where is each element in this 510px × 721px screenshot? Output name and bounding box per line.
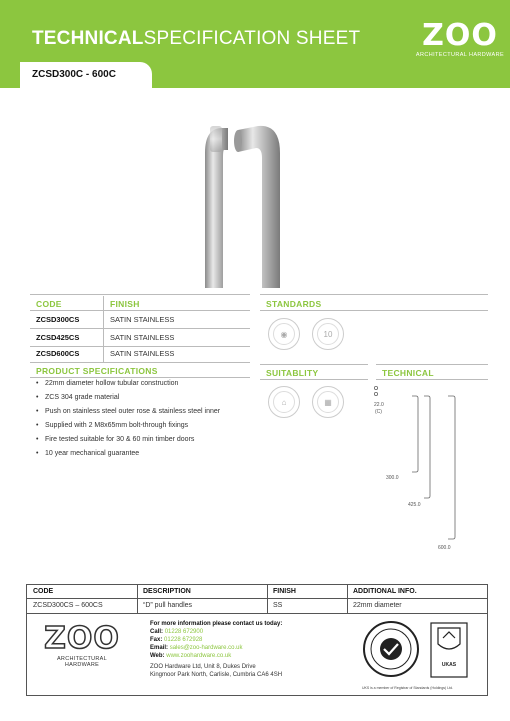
- logo-subtitle: ARCHITECTURAL HARDWARE: [415, 52, 505, 58]
- contact-block: [150, 620, 360, 679]
- list-item: • 10 year mechanical guarantee: [36, 450, 266, 464]
- table-rule: [27, 598, 487, 599]
- dim-425: 425.0: [408, 502, 421, 508]
- section-rule: [260, 294, 488, 295]
- section-rule: [260, 310, 488, 311]
- summary-code-header: CODE: [33, 588, 54, 595]
- list-item: • Supplied with 2 M8x65mm bolt-through fixings: [36, 422, 266, 436]
- guarantee-badge-icon: [312, 318, 344, 350]
- page-title: [32, 28, 360, 50]
- email-link[interactable]: sales@zoo-hardware.co.uk: [169, 645, 243, 651]
- certification-footnote: UKS is a member of Registrar of Standards (Holdings) Ltd.: [362, 686, 454, 690]
- table-rule-top: [30, 294, 250, 295]
- contact-call: [150, 628, 360, 636]
- table-divider: [103, 296, 104, 310]
- table-row: [36, 312, 246, 328]
- fax-label: Fax:: [150, 637, 163, 643]
- section-rule: [260, 379, 368, 380]
- spec-list: [36, 380, 266, 464]
- suitability-heading: SUITABLITY: [266, 368, 319, 378]
- address-line-1: ZOO Hardware Ltd, Unit 8, Dukes Drive: [150, 664, 256, 670]
- table-divider: [347, 585, 348, 613]
- code-column-header: CODE: [36, 299, 62, 309]
- contact-email: [150, 644, 360, 652]
- fax-number[interactable]: 01228 672928: [164, 637, 203, 643]
- table-divider: [103, 310, 104, 362]
- section-rule: [260, 364, 368, 365]
- commercial-badge-icon: ▦: [312, 386, 344, 418]
- ukas-certification-icon: [430, 622, 468, 678]
- table-divider: [267, 585, 268, 613]
- table-rule: [30, 310, 250, 311]
- standards-heading: STANDARDS: [266, 299, 322, 309]
- footer-logo: [40, 622, 124, 668]
- row-finish: SATIN STAINLESS: [110, 315, 175, 324]
- summary-finish-header: FINISH: [273, 588, 296, 595]
- summary-additional-value: 22mm diameter: [353, 602, 402, 609]
- row-finish: SATIN STAINLESS: [110, 333, 175, 342]
- fire-rated-badge-icon: ◉: [268, 318, 300, 350]
- row-finish: SATIN STAINLESS: [110, 349, 175, 358]
- footer-logo-subtitle: ARCHITECTURAL HARDWARE: [56, 656, 108, 668]
- product-image: [0, 88, 510, 293]
- product-specifications-heading: PRODUCT SPECIFICATIONS: [36, 366, 158, 376]
- list-item: • Push on stainless steel outer rose & stainless steel inner: [36, 408, 266, 422]
- dim-diameter: 22.0: [374, 402, 384, 408]
- email-label: Email:: [150, 645, 169, 651]
- list-item: • 22mm diameter hollow tubular construction: [36, 380, 266, 394]
- list-item: • ZCS 304 grade material: [36, 394, 266, 408]
- title-bold: TECHNICAL: [32, 28, 144, 49]
- row-code: ZCSD300CS: [36, 315, 80, 324]
- section-rule: [376, 379, 488, 380]
- summary-description-value: “D” pull handles: [143, 602, 193, 609]
- summary-description-header: DESCRIPTION: [143, 588, 191, 595]
- product-code-tab: [20, 62, 152, 88]
- header-banner: [0, 0, 510, 88]
- summary-additional-header: ADDITIONAL INFO.: [353, 588, 417, 595]
- call-label: Call:: [150, 629, 164, 635]
- web-label: Web:: [150, 653, 165, 659]
- pull-handle-illustration: [180, 118, 330, 288]
- table-row: [36, 346, 246, 362]
- summary-code-value: ZCSD300CS – 600CS: [33, 602, 103, 609]
- contact-fax: [150, 636, 360, 644]
- ukas-label: UKAS: [441, 662, 457, 668]
- row-code: ZCSD425CS: [36, 333, 80, 342]
- table-row: [36, 330, 246, 346]
- technical-heading: TECHNICAL: [382, 368, 434, 378]
- badge-number: 10: [317, 323, 339, 345]
- logo-text: ZOO: [422, 18, 498, 53]
- section-rule: [30, 377, 250, 378]
- iso-certification-icon: [362, 620, 420, 678]
- web-link[interactable]: www.zoohardware.co.uk: [166, 653, 232, 659]
- contact-heading: For more information please contact us today:: [150, 621, 283, 627]
- list-item: • Fire tested suitable for 30 & 60 min timber doors: [36, 436, 266, 450]
- summary-finish-value: SS: [273, 602, 283, 609]
- table-divider: [137, 585, 138, 613]
- section-rule: [376, 364, 488, 365]
- table-rule: [30, 328, 250, 329]
- dim-600: 600.0: [438, 545, 451, 551]
- finish-column-header: FINISH: [110, 299, 140, 309]
- call-number[interactable]: 01228 672900: [164, 629, 204, 635]
- dim-c: (C): [375, 409, 382, 415]
- house-badge-icon: ⌂: [268, 386, 300, 418]
- table-rule: [27, 613, 487, 614]
- address-line-2: Kingmoor Park North, Carlisle, Cumbria CA6 4SH: [150, 672, 283, 678]
- zoo-logo: [410, 20, 510, 68]
- product-code: ZCSD300C - 600C: [32, 69, 116, 80]
- table-rule: [30, 362, 250, 363]
- dim-300: 300.0: [386, 475, 399, 481]
- footer-logo-text: ZOO: [44, 621, 120, 656]
- technical-drawing: [372, 384, 492, 559]
- title-light: SPECIFICATION SHEET: [143, 28, 361, 49]
- contact-web: [150, 652, 360, 660]
- row-code: ZCSD600CS: [36, 349, 80, 358]
